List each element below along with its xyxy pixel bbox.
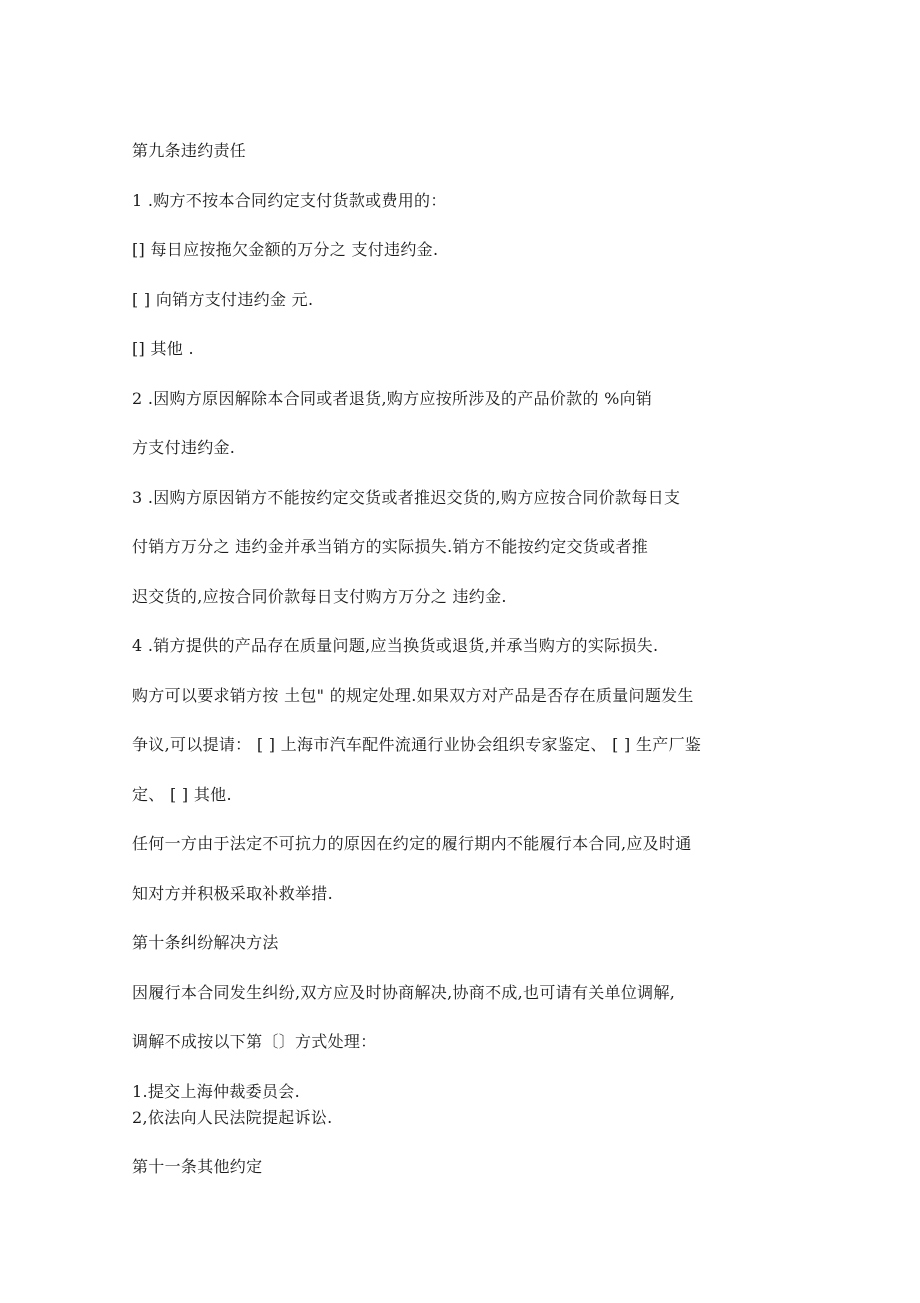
clause-4-continued-2: 争议,可以提请： [ ] 上海市汽车配件流通行业协会组织专家鉴定、 [ ] 生产厂鉴 xyxy=(132,735,702,754)
checkbox-option-pay-penalty: [ ] 向销方支付违约金 元. xyxy=(132,290,314,309)
force-majeure-paragraph: 任何一方由于法定不可抗力的原因在约定的履行期内不能履行本合同,应及时通 xyxy=(132,834,692,853)
clause-1: 1 .购方不按本合同约定支付货款或费用的： xyxy=(132,191,447,210)
clause-2-continued: 方支付违约金. xyxy=(132,438,236,457)
dispute-paragraph-continued: 调解不成按以下第〔〕方式处理： xyxy=(132,1032,377,1051)
dispute-paragraph: 因履行本合同发生纠纷,双方应及时协商解决,协商不成,也可请有关单位调解, xyxy=(132,983,676,1002)
clause-4: 4 .销方提供的产品存在质量问题,应当换货或退货,并承当购方的实际损失. xyxy=(132,636,659,655)
clause-4-continued-3: 定、 [ ] 其他. xyxy=(132,785,232,804)
section-heading-article-11: 第十一条其他约定 xyxy=(132,1157,263,1176)
checkbox-option-daily-penalty: [] 每日应按拖欠金额的万分之 支付违约金. xyxy=(132,240,439,259)
clause-3: 3 .因购方原因销方不能按约定交货或者推迟交货的,购方应按合同价款每日支 xyxy=(132,488,681,507)
clause-3-continued-2: 迟交货的,应按合同价款每日支付购方万分之 违约金. xyxy=(132,587,507,606)
section-heading-article-9: 第九条违约责任 xyxy=(132,141,247,160)
clause-2: 2 .因购方原因解除本合同或者退货,购方应按所涉及的产品价款的 %向销 xyxy=(132,389,653,408)
dispute-option-2: 2,依法向人民法院提起诉讼. xyxy=(132,1108,333,1127)
checkbox-option-other: [] 其他 . xyxy=(132,339,194,358)
clause-3-continued-1: 付销方万分之 违约金并承当销方的实际损失.销方不能按约定交货或者推 xyxy=(132,537,649,556)
dispute-option-1: 1.提交上海仲裁委员会. xyxy=(132,1082,300,1101)
section-heading-article-10: 第十条纠纷解决方法 xyxy=(132,933,279,952)
force-majeure-paragraph-continued: 知对方并积极采取补救举措. xyxy=(132,884,333,903)
clause-4-continued-1: 购方可以要求销方按 土包" 的规定处理.如果双方对产品是否存在质量问题发生 xyxy=(132,686,694,705)
